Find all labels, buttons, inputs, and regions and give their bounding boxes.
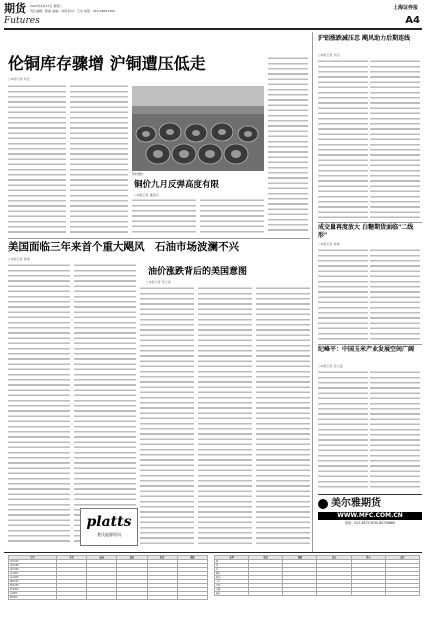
table-cell: 豆粕 — [215, 584, 249, 588]
story-3-headline: 美国面临三年来首个重大飓风 石油市场波澜不兴 — [8, 241, 239, 253]
table-cell: FU1009 — [9, 588, 57, 592]
table-cell — [317, 592, 351, 596]
main-headline: 伦铜库存骤增 沪铜遭压低走 — [8, 54, 206, 73]
table-cell: 燃油 — [215, 576, 249, 580]
table-cell — [177, 596, 207, 600]
table-cell — [385, 592, 419, 596]
copper-coil-image — [132, 86, 264, 171]
table-header-cell: 收盘 — [249, 556, 283, 560]
story-4-headline: 油价涨跌背后的美国意图 — [148, 267, 248, 277]
table-row — [9, 596, 208, 600]
futures-summary-table — [214, 555, 420, 596]
section-subtitle-en: Futures — [4, 16, 40, 26]
table-header-cell: 收盘 — [147, 556, 177, 560]
story-2-byline: ○本报记者 潘润光 — [134, 193, 159, 197]
section-title-cn: 期货 — [4, 2, 26, 15]
mr-ad-phone: 电话：027-85713030 85730860 — [344, 521, 396, 525]
table-cell: CU1008 — [9, 564, 57, 568]
right-divider-2 — [318, 344, 422, 345]
masthead-meta-2: 责任编辑：陈丽 美编：刘鸿 校对：王中 电话：010-58697000 — [30, 9, 115, 13]
table-header-cell: 涨跌 — [177, 556, 207, 560]
masthead-rule — [4, 28, 422, 30]
section-title — [4, 3, 26, 15]
mr-futures-ad — [318, 494, 422, 534]
table-cell: ZN1007 — [9, 580, 57, 584]
table-cell — [117, 596, 147, 600]
table-cell: 锌 — [215, 568, 249, 572]
table-cell: AL1008 — [9, 576, 57, 580]
table-cell — [351, 592, 385, 596]
table-header-cell: 开盘 — [56, 556, 86, 560]
table-cell: 白糖 — [215, 588, 249, 592]
story-2-column-2 — [200, 198, 264, 234]
right-column-divider — [312, 32, 313, 552]
table-row — [215, 592, 420, 596]
story-4-column-3 — [256, 286, 310, 546]
mr-ad-url: WWW.MFC.COM.CN — [318, 512, 422, 520]
right-item-3-column-b — [370, 370, 420, 488]
table-cell: 大豆 — [215, 580, 249, 584]
right-item-2-column-a — [318, 248, 368, 340]
right-item-2-headline: 成交量再度放大 白糖期货面临"二线形" — [318, 224, 414, 239]
story-4-byline: ○本报记者 张元凌 — [146, 280, 171, 284]
masthead-meta-1: 2024年6月27日 星期二 — [30, 4, 63, 8]
table-header-cell: 持仓 — [351, 556, 385, 560]
right-item-2-column-b — [370, 248, 420, 340]
mr-ad-brand: 美尔雅期货 — [331, 498, 381, 509]
story-2-headline: 铜价九月反弹高度有限 — [134, 180, 220, 190]
table-cell: AL1007 — [9, 572, 57, 576]
table-cell: 棉花 — [215, 592, 249, 596]
story-4-column-1 — [140, 286, 194, 546]
table-header-cell: 涨跌 — [283, 556, 317, 560]
right-item-3-byline: ○本报记者 张元凌 — [318, 364, 343, 368]
mr-logo-icon — [318, 499, 328, 509]
right-item-1-headline: 沪铝涨跌减压忠 飓风助力后期连线 — [318, 35, 411, 42]
table-cell: RU1009 — [9, 584, 57, 588]
table-header-cell: 最低 — [117, 556, 147, 560]
data-table-a — [8, 555, 208, 617]
table-cell: 铝 — [215, 564, 249, 568]
right-item-3-column-a — [318, 370, 368, 488]
page-number: A4 — [405, 15, 420, 26]
platts-ad — [80, 508, 138, 546]
platts-logo: platts — [86, 514, 132, 530]
story-2-column-1 — [132, 198, 196, 234]
copper-coil-photo — [132, 86, 264, 171]
story-4-column-2 — [198, 286, 252, 546]
bottom-rule — [4, 552, 422, 553]
right-item-3-headline: 纪峰平：中国玉米产业发展空间广阔 — [318, 346, 415, 353]
table-cell: 橡胶 — [215, 572, 249, 576]
data-table-b — [214, 555, 420, 617]
story-3-column-1 — [8, 263, 70, 545]
main-story-column-3 — [268, 56, 308, 234]
table-cell — [87, 596, 117, 600]
table-cell: A1009 — [9, 592, 57, 596]
platts-tagline: 普氏能源资讯 — [97, 532, 121, 537]
mr-ad-brand-row — [318, 498, 422, 510]
story-3-byline: ○本报记者 徐建 — [8, 257, 30, 261]
table-cell — [56, 596, 86, 600]
right-item-1-byline: ○本报记者 邓杰 — [318, 53, 340, 57]
table-header-cell: 变化 — [385, 556, 419, 560]
main-story-column-1 — [8, 84, 66, 234]
divider-mid — [8, 238, 310, 239]
table-cell — [283, 592, 317, 596]
table-header-cell: 最高 — [87, 556, 117, 560]
table-cell: M1009 — [9, 596, 57, 600]
right-item-1-column-a — [318, 59, 368, 219]
right-item-1-column-b — [370, 59, 420, 219]
futures-quotes-table — [8, 555, 208, 600]
right-divider-1 — [318, 222, 422, 223]
story-3-column-2 — [74, 263, 136, 545]
table-header-cell: 成交 — [317, 556, 351, 560]
main-story-byline: ○本报记者 邓杰 — [8, 77, 30, 81]
table-cell — [249, 592, 283, 596]
paper-name: 上海证券报 — [392, 5, 418, 11]
right-item-2-byline: ○本报记者 徐建 — [318, 242, 340, 246]
table-header-cell: 合约 — [9, 556, 57, 560]
photo-caption: 资料图片 — [132, 172, 145, 176]
table-cell: CU1009 — [9, 568, 57, 572]
table-cell: CU1007 — [9, 560, 57, 564]
table-cell: 铜 — [215, 560, 249, 564]
main-story-column-2 — [70, 84, 128, 234]
table-header-cell: 品种 — [215, 556, 249, 560]
table-cell — [147, 596, 177, 600]
